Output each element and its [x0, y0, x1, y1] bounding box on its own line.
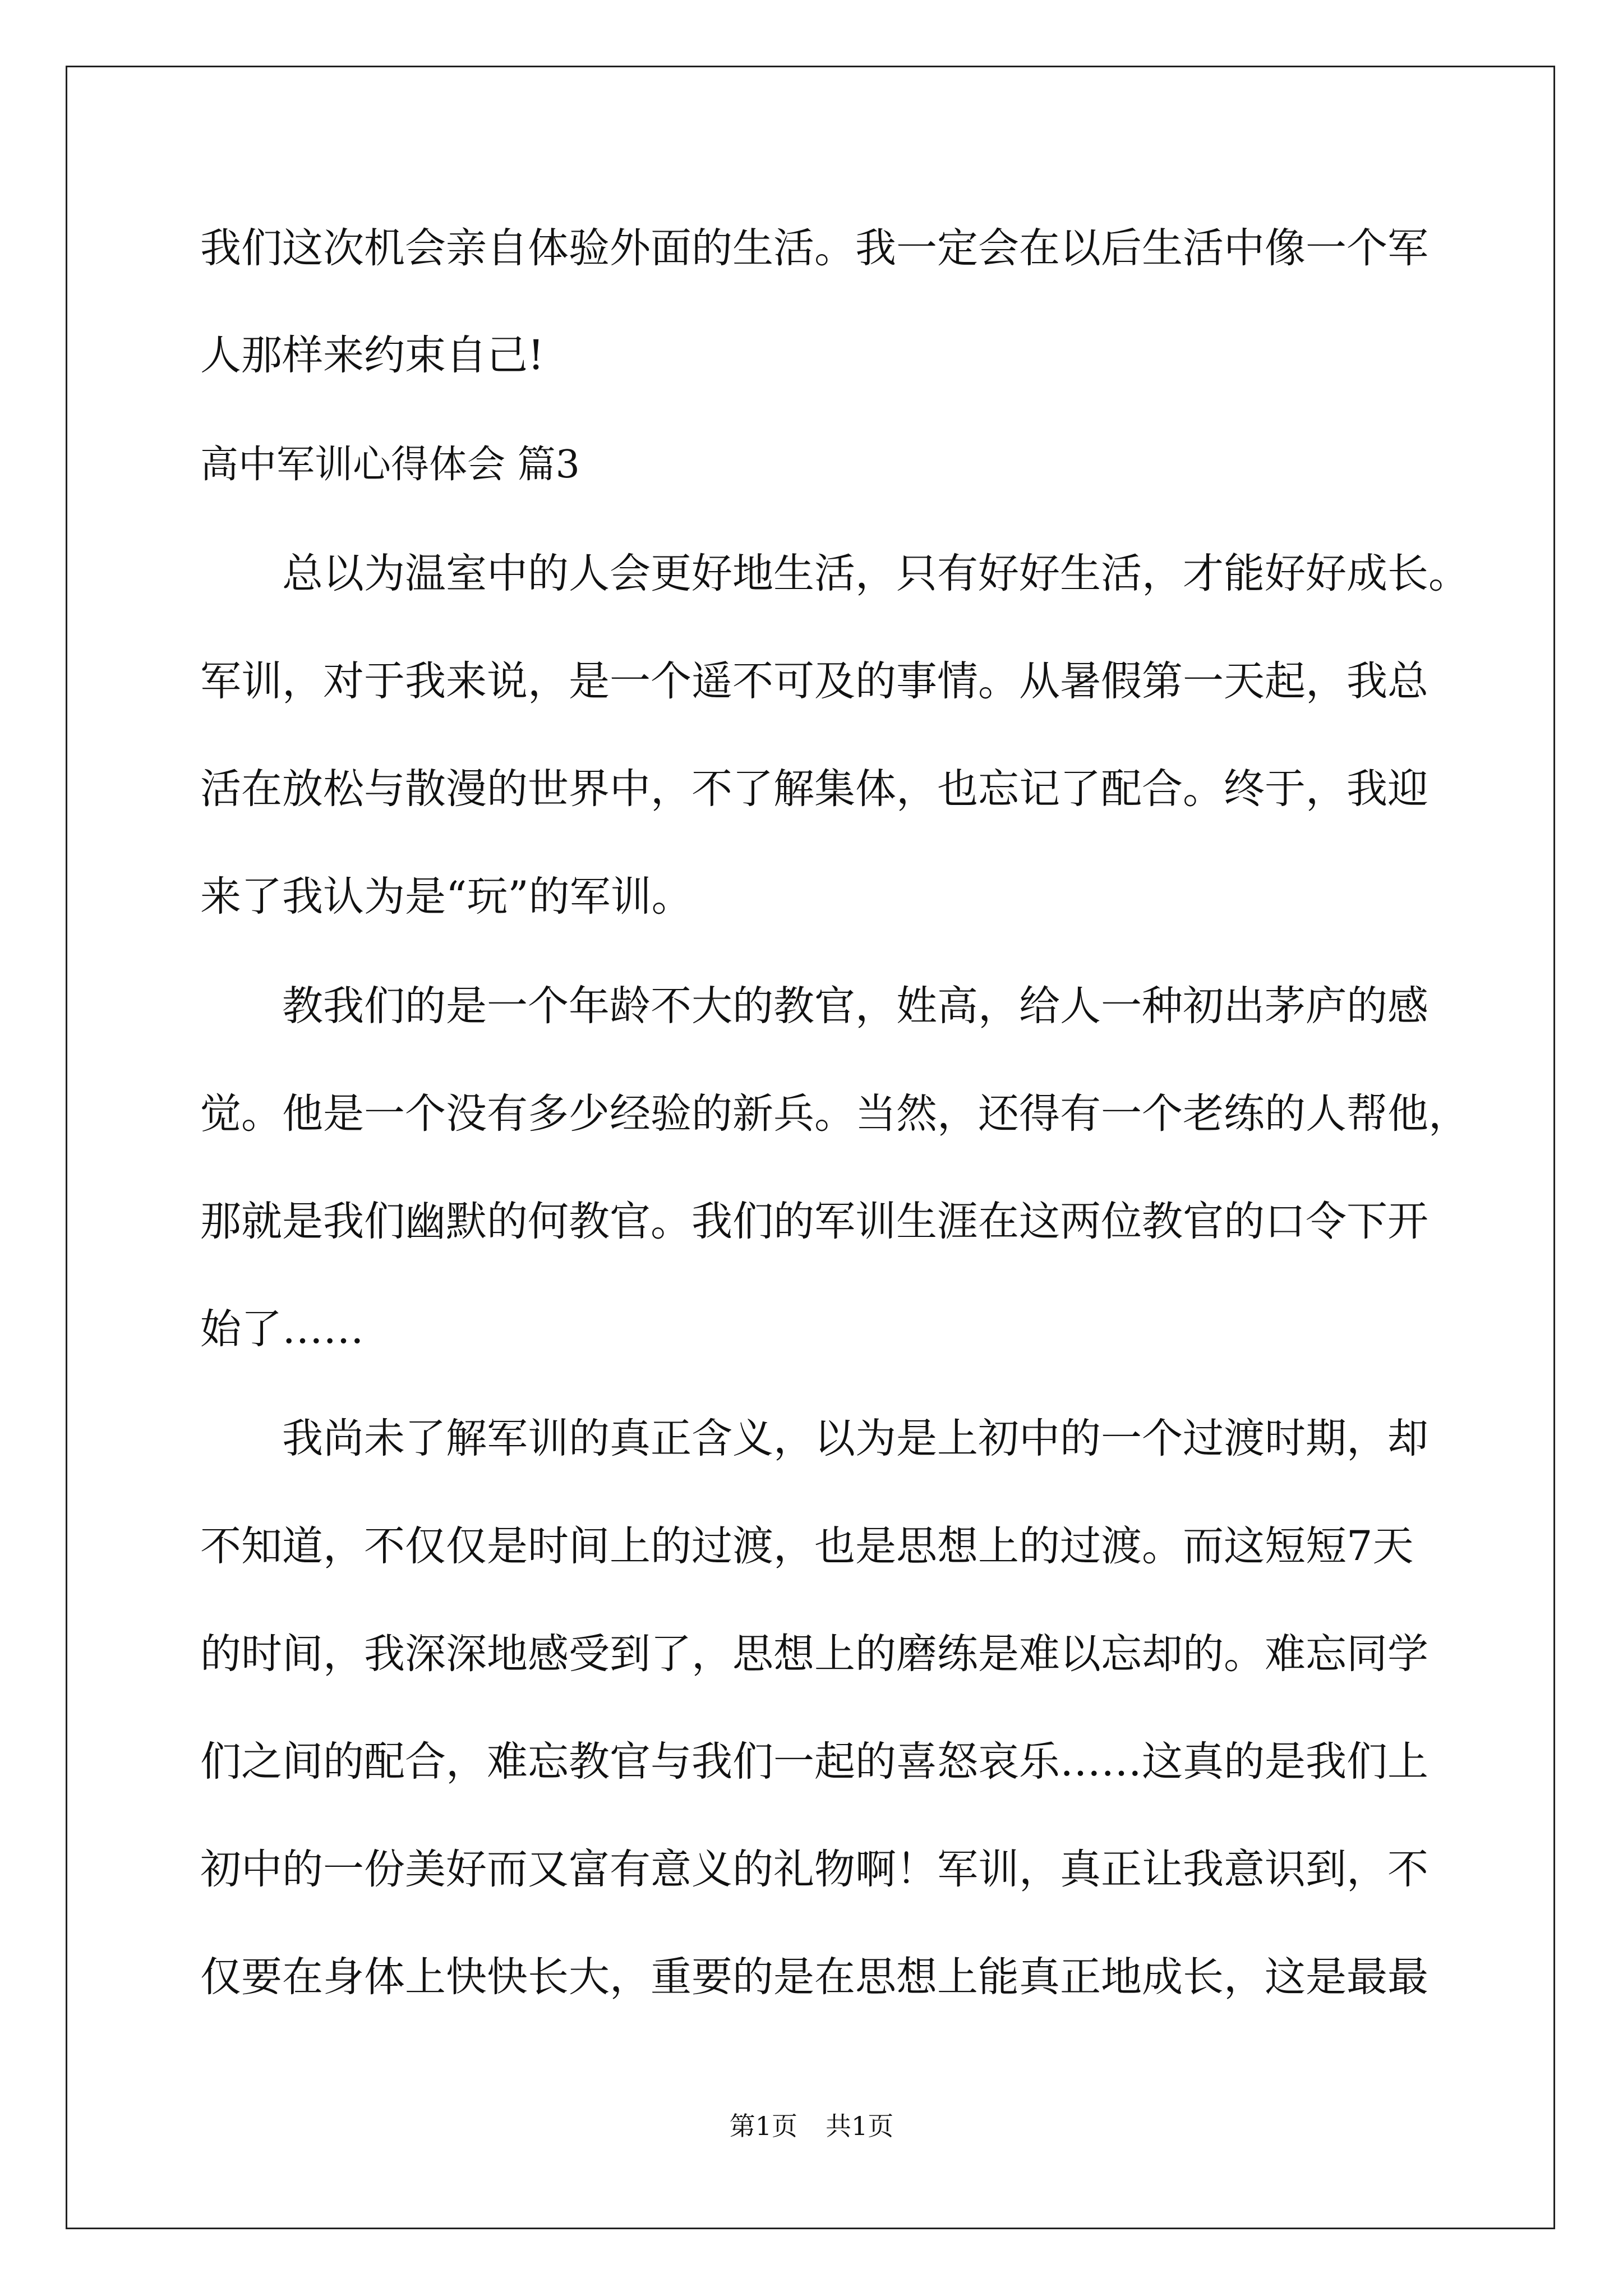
- text-line-16: 初中的一份美好而又富有意义的礼物啊！军训，真正让我意识到，不: [200, 1846, 1428, 1893]
- text-line-15: 们之间的配合，难忘教官与我们一起的喜怒哀乐……这真的是我们上: [200, 1738, 1428, 1786]
- text-line-6: 活在放松与散漫的世界中，不了解集体，也忘记了配合。终于，我迎: [200, 765, 1428, 813]
- text-line-12: 我尚未了解军训的真正含义，以为是上初中的一个过渡时期，却: [282, 1415, 1428, 1462]
- text-line-8: 教我们的是一个年龄不大的教官，姓高，给人一种初出茅庐的感: [282, 982, 1428, 1030]
- text-line-17: 仅要在身体上快快长大，重要的是在思想上能真正地成长，这是最最: [200, 1953, 1428, 2001]
- text-line-7: 来了我认为是“玩”的军训。: [200, 873, 693, 921]
- text-line-2: 人那样来约束自己!: [200, 332, 545, 379]
- page-number-current: 第1页: [729, 2111, 797, 2141]
- page-footer: [0, 2109, 1623, 2143]
- text-line-14: 的时间，我深深地感受到了，思想上的磨练是难以忘却的。难忘同学: [200, 1630, 1428, 1678]
- text-line-4: 总以为温室中的人会更好地生活，只有好好生活，才能好好成长。: [282, 550, 1469, 597]
- text-line-5: 军训，对于我来说，是一个遥不可及的事情。从暑假第一天起，我总: [200, 657, 1428, 705]
- text-line-9: 觉。他是一个没有多少经验的新兵。当然，还得有一个老练的人帮他，: [200, 1090, 1469, 1138]
- text-line-11: 始了……: [200, 1305, 364, 1353]
- text-line-1: 我们这次机会亲自体验外面的生活。我一定会在以后生活中像一个军: [200, 224, 1428, 272]
- page-border: [66, 66, 1555, 2229]
- text-line-13: 不知道，不仅仅是时间上的过渡，也是思想上的过渡。而这短短7天: [200, 1522, 1414, 1570]
- section-heading: 高中军训心得体会 篇3: [200, 443, 580, 487]
- text-line-10: 那就是我们幽默的何教官。我们的军训生涯在这两位教官的口令下开: [200, 1198, 1428, 1245]
- page-number-total: 共1页: [826, 2111, 894, 2141]
